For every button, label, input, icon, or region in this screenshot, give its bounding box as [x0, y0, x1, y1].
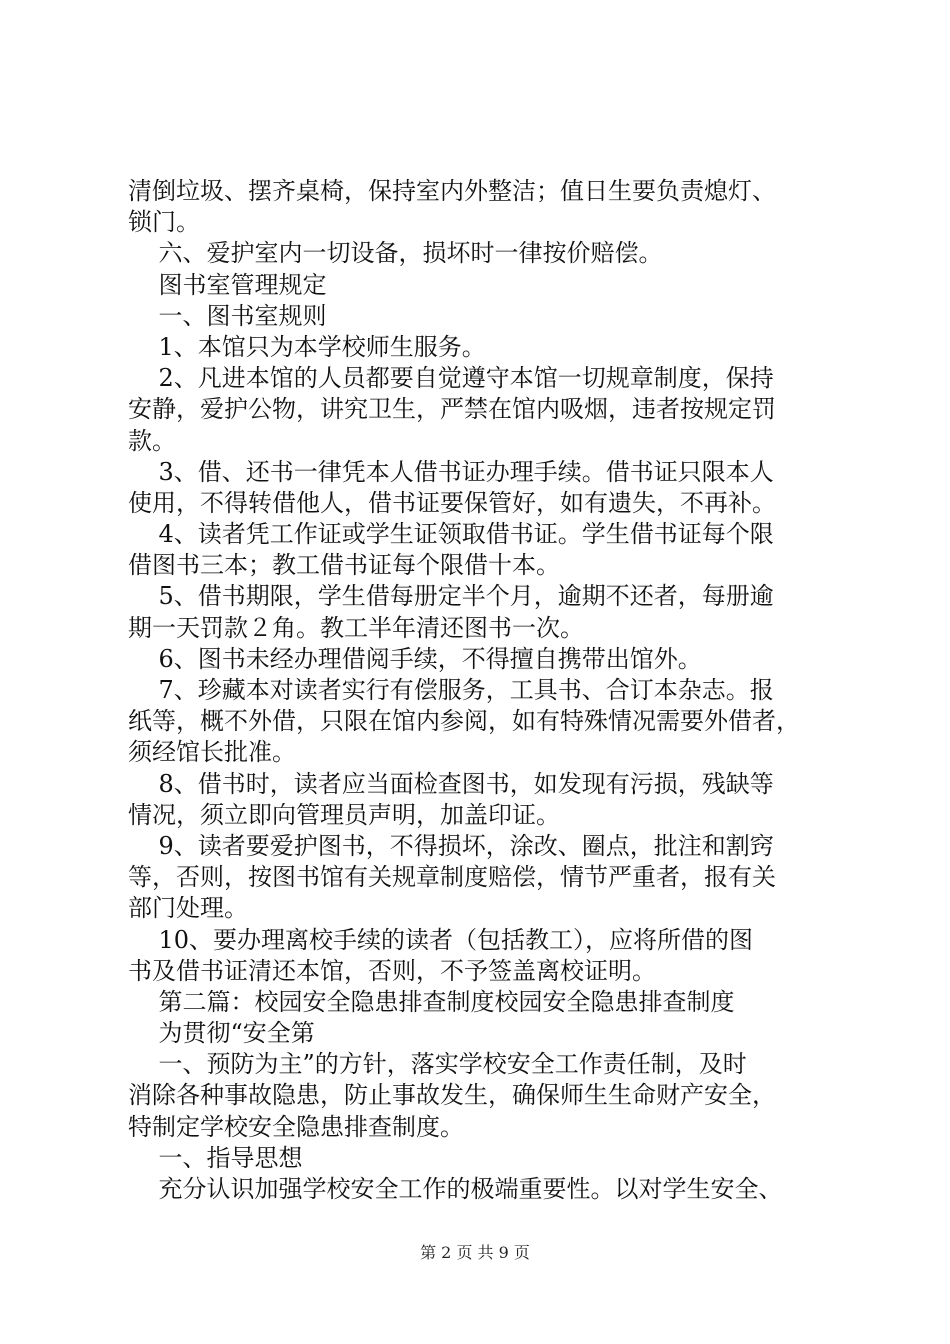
text-line: 一、预防为主”的方针，落实学校安全工作责任制，及时 [128, 1050, 747, 1079]
text-line: 10、要办理离校手续的读者（包括教工），应将所借的图 [128, 925, 754, 954]
text-line: 锁门。 [128, 208, 200, 237]
text-line: 特制定学校安全隐患排查制度。 [128, 1112, 464, 1141]
text-line: 为贯彻“安全第 [128, 1019, 315, 1048]
text-line: 7、珍藏本对读者实行有偿服务，工具书、合订本杂志。报 [128, 676, 774, 704]
text-line: 6、图书未经办理借阅手续，不得擅自携带出馆外。 [128, 644, 702, 673]
text-line: 第二篇：校园安全隐患排查制度校园安全隐患排查制度 [128, 987, 735, 1016]
text-line: 4、读者凭工作证或学生证领取借书证。学生借书证每个限 [128, 520, 774, 549]
text-line: 书及借书证清还本馆，否则，不予签盖离校证明。 [128, 956, 656, 985]
text-line: 一、指导思想 [128, 1143, 303, 1172]
page-number-footer: 第 2 页 共 9 页 [420, 1243, 530, 1262]
text-line: 使用，不得转借他人，借书证要保管好，如有遗失，不再补。 [128, 488, 776, 517]
text-line: 期一天罚款２角。教工半年清还图书一次。 [128, 613, 584, 642]
text-line: 一、图书室规则 [128, 301, 327, 330]
text-line: 须经馆长批准。 [128, 738, 296, 767]
text-line: 消除各种事故隐患，防止事故发生，确保师生生命财产安全， [128, 1081, 776, 1110]
text-line: 3、借、还书一律凭本人借书证办理手续。借书证只限本人 [128, 457, 774, 486]
text-line: 8、借书时，读者应当面检查图书，如发现有污损，残缺等 [128, 769, 774, 798]
text-line: 款。 [128, 426, 176, 455]
text-line: 图书室管理规定 [128, 270, 327, 299]
text-line: 2、凡进本馆的人员都要自觉遵守本馆一切规章制度，保持 [128, 364, 774, 393]
document-body [128, 176, 840, 1205]
text-line: 充分认识加强学校安全工作的极端重要性。以对学生安全、 [128, 1175, 783, 1203]
text-line: 情况，须立即向管理员声明，加盖印证。 [128, 800, 560, 829]
text-line: 1、本馆只为本学校师生服务。 [128, 332, 486, 361]
text-line: 9、读者要爱护图书，不得损坏，涂改、圈点，批注和割窍 [128, 831, 774, 860]
text-line: 安静，爱护公物，讲究卫生，严禁在馆内吸烟，违者按规定罚 [128, 395, 776, 424]
text-line: 纸等，概不外借，只限在馆内参阅，如有特殊情况需要外借者， [128, 707, 800, 736]
text-line: 清倒垃圾、摆齐桌椅，保持室内外整洁；值日生要负责熄灯、 [128, 177, 776, 205]
text-line: 5、借书期限，学生借每册定半个月，逾期不还者，每册逾 [128, 582, 774, 611]
text-line: 部门处理。 [128, 894, 248, 923]
text-line: 六、爱护室内一切设备，损坏时一律按价赔偿。 [128, 239, 663, 268]
text-line: 等，否则，按图书馆有关规章制度赔偿，情节严重者，报有关 [128, 863, 776, 892]
text-line: 借图书三本；教工借书证每个限借十本。 [128, 551, 560, 580]
